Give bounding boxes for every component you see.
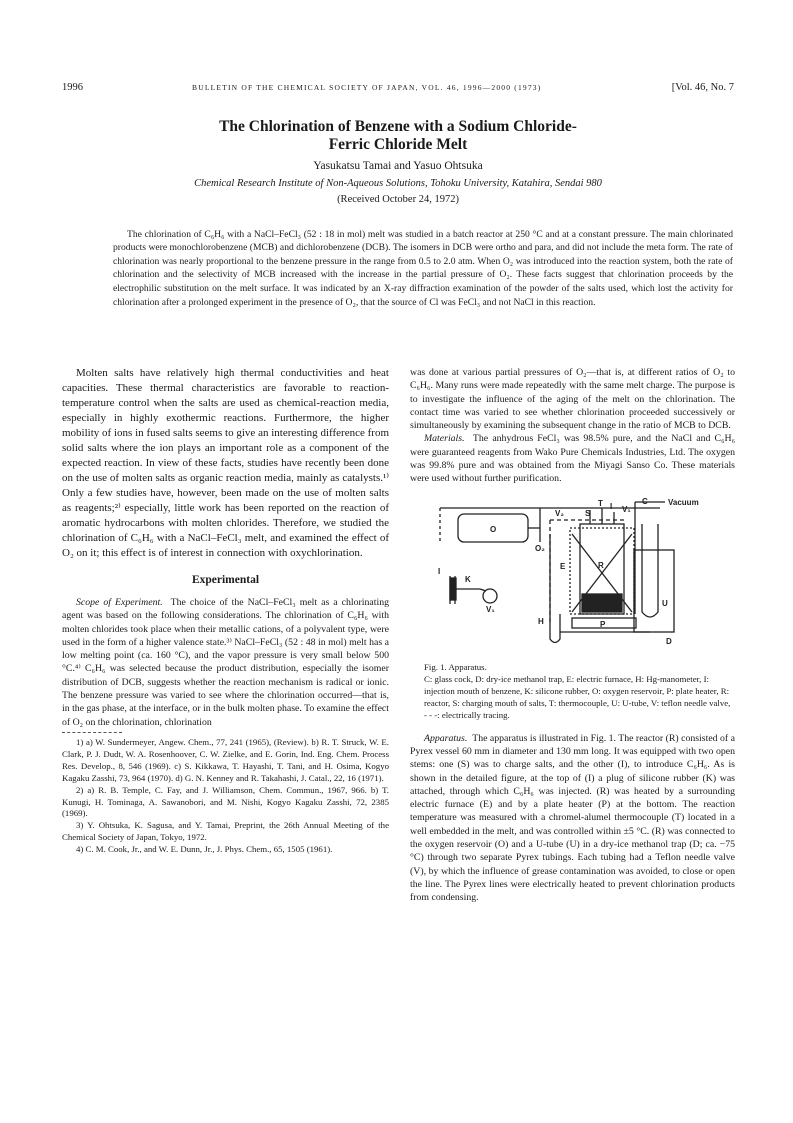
figure-caption-body: C: glass cock, D: dry-ice methanol trap, E: electric furnace, H: Hg-manometer, I: injection mouth of benzene, K: silicone rubber, O: oxygen reservoir, P: plate heater, R: reactor, S: charging mouth of salts, T: thermocouple, U: U-tube, V: teflon needle valve, - - -: electrically tracing. — [424, 674, 731, 720]
materials-paragraph — [410, 432, 735, 485]
apparatus-paragraph — [410, 732, 735, 905]
scope-paragraph — [62, 596, 389, 729]
left-column — [62, 366, 389, 856]
article-title — [62, 118, 734, 154]
scope-label: Scope of Experiment. — [76, 597, 163, 608]
apparatus-diagram — [410, 494, 735, 658]
label-r: R — [598, 560, 604, 570]
label-i: I — [610, 501, 613, 511]
running-head — [62, 82, 734, 96]
affiliation: Chemical Research Institute of Non-Aqueous Solutions, Tohoku University, Katahira, Sendai 980 — [194, 178, 602, 189]
apparatus-text: The apparatus is illustrated in Fig. 1. The reactor (R) consisted of a Pyrex vessel 60 mm in diameter and 130 mm long. It was equipped with two open stems: one (S) was to charge salts, and the other (I), to introduce C₆H₆. As is shown in the detailed figure, at the top of (I) a plug of silicone rubber (K) was attached, through which C₆H₆ was injected. (R) was heated by a surrounding electric furnace (E) and by a plate heater (P) at the bottom. The reaction temperature was measured with a chromel-alumel thermocouple (T) located in a well embedded in the melt, and was controlled within ±5 °C. (R) was connected to the oxygen reservoir (O) and a U-tube (U) in a dry-ice methanol trap (D; ca. −75 °C) through two separate Pyrex tubings. Each tubing had a Teflon needle valve (V), by which the influence of grease contamination was avoided, to close or open the line. The Pyrex lines were electrically heated to prevent chlorination products from condensing. — [410, 732, 735, 904]
introduction-paragraph: Molten salts have relatively high thermal conductivities and heat capacities. These thermal characteristics are favorable to reaction-temperature control when the salts are used as chemical-reaction media, especially in highly exothermic reactions. Furthermore, the higher mobility of ions in fused salts seems to give an interesting difference from solid salts where the ion plays an important role as a component of the expected reaction. In view of these facts, studies have recently been done on the use of molten salts as organic reaction media, mainly as catalysts.¹⁾ Only a few studies have, however, been made on the use of molten salts as reagents;²⁾ especially, little work has been reported on the reaction of aromatic hydrocarbons with molten chlorides. Therefore, we studied the chlorination of C₆H₆ with a NaCl–FeCl₃ melt, and examined the effect of O₂ on it; this effect is of interest in connection with oxychlorination. — [62, 367, 389, 559]
scope-continuation: was done at various partial pressures of O₂—that is, at different ratios of O₂ to C₆H₆. Many runs were made repeatedly with the same melt charge. The purpose is to investigate the influence of the aging of the melt on the chlorination. The contact time was varied to see whether chlorination proceeded successively or simultaneously by examining the subsequent change in the ratio of MCB to DCB. — [410, 367, 735, 432]
received-date: (Received October 24, 1972) — [337, 194, 459, 205]
label-i-detail: I — [438, 566, 441, 576]
label-v1-detail: V₁ — [486, 604, 495, 614]
footnotes — [62, 737, 389, 856]
figure-caption-title: Fig. 1. Apparatus. — [424, 661, 487, 672]
label-e: E — [560, 561, 566, 571]
label-u: U — [662, 598, 668, 608]
label-s: S — [585, 508, 591, 518]
label-v2: V₂ — [555, 508, 564, 518]
apparatus-figure — [410, 494, 735, 658]
footnote: 1) a) W. Sundermeyer, Angew. Chem., 77, 241 (1965), (Review). b) R. T. Struck, W. E. Clark, P. J. Dudt, W. A. Rosenhoover, C. W. Zielke, and E. Gorin, Ind. Eng. Chem. Process Res. Develop., 8, 546 (1969). c) S. Kikkawa, T. Hayashi, T. Tani, and H. Osima, Kogyo Kagaku Zasshi, 73, 964 (1970). d) G. N. Kenney and R. Takahashi, J. Catal., 22, 16 (1971). — [62, 736, 389, 783]
figure-caption — [424, 662, 735, 722]
label-d: D — [666, 636, 672, 646]
label-p: P — [600, 619, 606, 629]
section-heading-experimental: Experimental — [191, 574, 260, 586]
label-t: T — [598, 498, 603, 508]
label-vacuum: Vacuum — [668, 497, 699, 507]
page-number: 1996 — [62, 82, 83, 93]
label-o2: O₂ — [535, 543, 545, 553]
footnote: 3) Y. Ohtsuka, K. Sagusa, and Y. Tamai, Preprint, the 26th Annual Meeting of the Chemical Society of Japan, Tokyo, 1972. — [62, 820, 389, 843]
abstract: The chlorination of C₆H₆ with a NaCl–FeCl₃ (52 : 18 in mol) melt was studied in a batch reactor at 250 °C and at a constant pressure. The main chlorinated products were monochlorobenzene (MCB) and dichlorobenzene (DCB). The isomers in DCB were ortho and para, and did not include the meta form. The rate of chlorination was nearly proportional to the benzene pressure in the range from 0.5 to 2.0 atm. When O₂ was introduced into the reaction system, both the rate of chlorination and the selectivity of MCB increased with the increase in the partial pressure of O₂. These facts suggest that chlorination proceeds by the electrophilic substitution on the melt surface. It was indicated by an X-ray diffraction examination of the powder of the salts used, which lost the activity for chlorination after a prolonged experiment in the presence of O₂, that the source of Cl was FeCl₃ and not NaCl in this reaction. — [113, 228, 733, 308]
footnote: 4) C. M. Cook, Jr., and W. E. Dunn, Jr., J. Phys. Chem., 65, 1505 (1961). — [76, 844, 333, 855]
footnote-rule — [62, 732, 122, 733]
melt-shape — [582, 594, 622, 612]
label-o: O — [490, 524, 497, 534]
label-h: H — [538, 616, 544, 626]
materials-label: Materials. — [424, 433, 465, 445]
footnote: 2) a) R. B. Temple, C. Fay, and J. Williamson, Chem. Commun., 1967, 966. b) T. Kunugi, H. Tominaga, A. Sawanobori, and M. Nishi, Kogyo Kagaku Zasshi, 72, 2385 (1969). — [62, 784, 389, 819]
label-v1: V₁ — [622, 504, 631, 514]
apparatus-label: Apparatus. — [424, 732, 468, 744]
authors: Yasukatsu Tamai and Yasuo Ohtsuka — [313, 160, 483, 172]
materials-text: The anhydrous FeCl₃ was 98.5% pure, and the NaCl and C₆H₆ were guaranteed reagents from Wako Pure Chemicals Industries, Ltd. The oxygen was 99.8% pure and was obtained from the Miyagi Sanso Co. These materials were used without further purification. — [410, 433, 735, 485]
right-column — [410, 366, 735, 905]
journal-citation: BULLETIN OF THE CHEMICAL SOCIETY OF JAPAN, VOL. 46, 1996—2000 (1973) — [192, 83, 542, 92]
title-line-2: Ferric Chloride Melt — [328, 136, 468, 153]
label-c: C — [642, 496, 648, 506]
trap-shape — [634, 550, 674, 632]
volume-issue: [Vol. 46, No. 7 — [671, 82, 734, 93]
label-k: K — [465, 574, 471, 584]
scope-text: The choice of the NaCl–FeCl₃ melt as a chlorinating agent was based on the following considerations. The chlorination of C₆H₆ with molten chlorides took place when their metallic cations, of a polyvalent type, were used in the form of a higher valence state.³⁾ NaCl–FeCl₃ (52 : 48 in mol) melt has a low melting point (ca. 160 °C), and the vapor pressure is very small below 500 °C.⁴⁾ C₆H₆ was selected because the product distribution, especially the isomer distribution of DCB, suggests whether the reaction mechanism is radical or ionic. The benzene pressure was varied to see where the chlorination occurred—that is, in the gas phase, at the interface, or in the bulk molten phase. To examine the effect of O₂ on the chlorination, chlorination — [62, 597, 389, 728]
title-line-1: The Chlorination of Benzene with a Sodium Chloride- — [219, 118, 577, 135]
